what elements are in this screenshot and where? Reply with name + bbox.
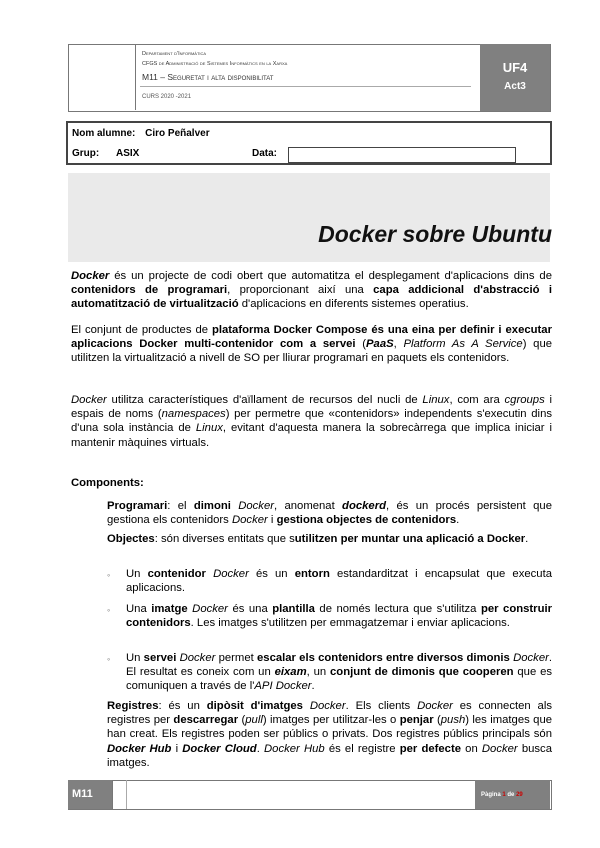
- bullet-icon: ◦: [107, 654, 111, 664]
- footer-divider: [112, 780, 113, 809]
- bullet-image: Una imatge Docker és una plantilla de només lectura que s'utilitza per construir contenidors. Les imatges s'utilitzen per emmagatzemar i enviar aplicacions.: [126, 603, 553, 630]
- bullet-icon: ◦: [107, 570, 111, 580]
- unit-label: UF4: [502, 60, 528, 75]
- header-divider: [140, 86, 471, 87]
- bullet-container: Un contenidor Docker és un entorn estandarditzat i encapsulat que executa aplicacions.: [126, 568, 552, 595]
- name-label: Nom alumne:: [72, 128, 136, 139]
- student-info-box: [66, 121, 552, 165]
- group-label: Grup:: [72, 148, 100, 159]
- footer-page-box: [475, 780, 550, 809]
- group-value: ASIX: [116, 148, 140, 159]
- module-label: M11 – Seguretat i alta disponibilitat: [142, 72, 274, 82]
- components-heading: Components:: [71, 477, 144, 489]
- header-info: [135, 44, 479, 110]
- paragraph-isolation: Docker utilitza característiques d'aïllament de recursos del nucli de Linux, com ara cgroups i espais de noms (namespaces) per permetre que «contenidors» independents s'executin dins d'una sola instància de Linux, evitant d'aquesta manera la sobrecàrrega que implica iniciar i mantenir màquines virtuals.: [71, 394, 553, 449]
- footer-module: M11: [68, 780, 112, 809]
- name-value: Ciro Peñalver: [145, 128, 210, 139]
- paragraph-compose: El conjunt de productes de plataforma Docker Compose és una eina per definir i executar aplicacions Docker multi-contenidor com a servei (PaaS, Platform As A Service) que utilitzen la virtualització a nivell de SO per lliurar programari en paquets els contenidors.: [71, 324, 553, 365]
- title-band: [68, 173, 550, 262]
- department-label: Departament d'Informàtica: [142, 51, 207, 57]
- component-software: Programari: el dimoni Docker, anomenat dockerd, és un procés persistent que gestiona els contenidors Docker i gestiona objectes de contenidors.: [107, 500, 552, 527]
- footer-divider: [126, 780, 127, 809]
- date-field[interactable]: [288, 147, 516, 163]
- date-label: Data:: [252, 148, 278, 159]
- student-name-row: [72, 128, 210, 139]
- paragraph-intro: Docker és un projecte de codi obert que automatitza el desplegament d'aplicacions dins de contenidors de programari, proporcionant així una capa addicional d'abstracció i automatització de virtualització d'aplicacions en diferents sistemes operatius.: [71, 270, 552, 311]
- student-group-row: [72, 148, 278, 159]
- course-label: CURS 2020 -2021: [142, 94, 192, 100]
- header-logo-area: [68, 44, 136, 110]
- component-objects: Objectes: són diverses entitats que sutilitzen per muntar una aplicació a Docker.: [107, 533, 529, 545]
- bullet-icon: ◦: [107, 605, 111, 615]
- activity-label: Act3: [504, 81, 526, 92]
- bullet-service: Un servei Docker permet escalar els contenidors entre diversos dimonis Docker. El resultat es coneix com un eixam, un conjunt de dimonis que cooperen que es comuniquen a través de l'API Docker.: [126, 652, 553, 693]
- document-title: Docker sobre Ubuntu: [318, 221, 552, 247]
- cycle-label: CFGS de Administració de Sistemes Informàtics en la Xarxa: [142, 61, 288, 67]
- unit-badge: [480, 44, 550, 111]
- page-number: Pàgina 1 de 29: [481, 792, 523, 798]
- component-registries: Registres: és un dipòsit d'imatges Docker. Els clients Docker es connecten als registres per descarregar (pull) imatges per utilitzar-les o penjar (push) les imatges que han creat. Els registres poden ser públics o privats. Dos registres públics principals són Docker Hub i Docker Cloud. Docker Hub és el registre per defecte on Docker busca imatges.: [107, 700, 553, 769]
